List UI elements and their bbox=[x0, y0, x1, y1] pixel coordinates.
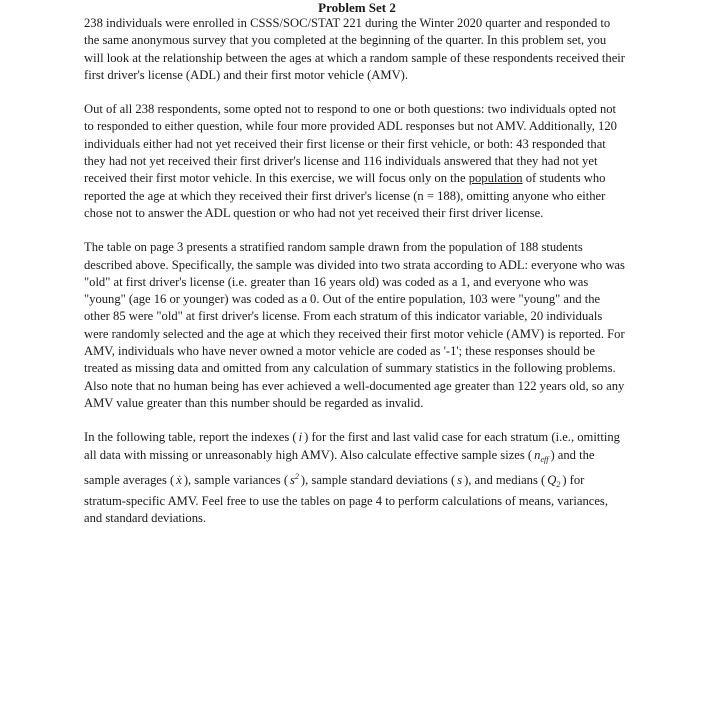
effective-size-subscript: eff bbox=[540, 454, 549, 464]
instructions-text-4: ), sample variances ( bbox=[183, 472, 289, 487]
sample-average-symbol: ẋ bbox=[176, 472, 182, 487]
median-subscript: 2 bbox=[556, 479, 561, 489]
instructions-text-2: ) for the first and last valid case for each stratum (i.e., omitting all data with missing or unreasonably high AMV). Also calculate effective sample sizes ( bbox=[84, 430, 620, 462]
sample-variance-symbol bbox=[288, 468, 301, 489]
page-title: Problem Set 2 bbox=[318, 0, 396, 15]
paragraph-instructions bbox=[84, 429, 626, 527]
effective-size-n: n bbox=[534, 447, 541, 462]
instructions-text-6: ), and medians ( bbox=[464, 472, 546, 487]
paragraph-respondents-text-1: Out of all 238 respondents, some opted not to respond to one or both questions: two individuals opted not to responded to either question, while four more provided ADL responses but not AMV. Additionally, 120 individuals either had not yet received their first license or their first vehicle, or both: 43 responded that they had not yet received their first driver's license and 116 individuals answered that they had not yet received their first motor vehicle. In this exercise, we will focus only on the bbox=[84, 102, 617, 186]
median-symbol bbox=[545, 472, 562, 493]
instructions-text-7: ) for stratum-specific AMV. Feel free to use the tables on page 4 to perform calculations of means, variances, and standard deviations. bbox=[84, 472, 608, 526]
paragraph-respondents-text-2: of students who reported the age at which they received their first driver's license (n = 188), omitting anyone who either chose not to answer the ADL question or who had not yet received their first driver license. bbox=[84, 171, 606, 220]
paragraph-stratified-sample: The table on page 3 presents a stratified random sample drawn from the population of 188 students described above. Specifically, the sample was divided into two strata according to ADL: everyone who was "old" at first driver's license (i.e. greater than 16 years old) was coded as a 1, and everyone who was "young" (age 16 or younger) was coded as a 0. Out of the entire population, 103 were "young" and the other 85 were "old" at first driver's license. From each stratum of this indicator variable, 20 individuals were randomly selected and the age at which they received their first motor vehicle (AMV) is reported. For AMV, individuals who have never owned a motor vehicle are coded as '-1'; these responses should be treated as missing data and omitted from any calculation of summary statistics in the following problems. Also note that no human being has ever achieved a well-documented age greater than 122 years old, so any AMV value greater than this number should be regarded as invalid. bbox=[84, 240, 625, 410]
sample-variance-s: s bbox=[290, 472, 295, 487]
standard-deviation-symbol: s bbox=[457, 472, 463, 487]
instructions-text-1: In the following table, report the indexes ( bbox=[84, 430, 297, 445]
paragraph-respondents bbox=[84, 101, 626, 222]
population-term: population bbox=[468, 171, 523, 186]
document-page bbox=[84, 0, 626, 545]
sample-variance-superscript: 2 bbox=[294, 471, 299, 481]
effective-size-symbol bbox=[532, 447, 550, 468]
index-symbol: i bbox=[298, 430, 303, 445]
instructions-text-3: ) and the sample averages ( bbox=[84, 447, 595, 487]
paragraph-intro: 238 individuals were enrolled in CSSS/SOC/STAT 221 during the Winter 2020 quarter and responded to the same anonymous survey that you completed at the beginning of the quarter. In this problem set, you will look at the relationship between the ages at which a random sample of these respondents received their first driver's license (ADL) and their first motor vehicle (AMV). bbox=[84, 16, 626, 82]
instructions-text-5: ), sample standard deviations ( bbox=[300, 472, 456, 487]
median-q: Q bbox=[547, 472, 557, 487]
